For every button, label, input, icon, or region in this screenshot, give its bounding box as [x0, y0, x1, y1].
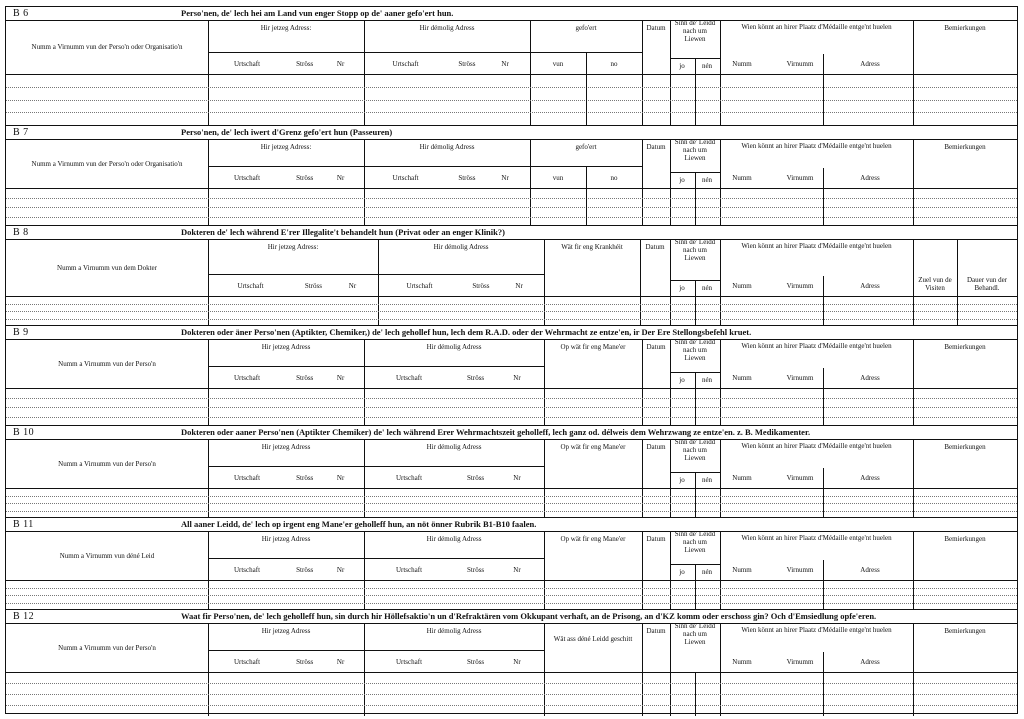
former-address-header: Hir démolig Adress [426, 343, 482, 351]
yes-no-divider [695, 58, 696, 125]
yes-header: jo [679, 568, 685, 576]
section-title: All aaner Leidd, de' lech op irgent eng Mane'er geholleff hun, an nöt önner Rubrik B1-B10 faalen. [181, 519, 537, 529]
column-divider [544, 623, 545, 716]
section-grid [6, 531, 1017, 609]
form-sheet [5, 6, 1018, 714]
dotted-entry-line [6, 100, 1017, 101]
subheader-line [208, 650, 364, 651]
dotted-entry-line [6, 694, 1017, 695]
street-header: Ströss [467, 374, 485, 382]
current-address-header: Hir jetzeg Adress [261, 535, 311, 543]
header-top-line [6, 20, 1017, 21]
no-header: nén [701, 476, 713, 484]
section-code: B 7 [13, 127, 29, 138]
dotted-entry-line [6, 511, 1017, 512]
header-bottom-line [6, 672, 1017, 673]
column-divider [208, 339, 209, 426]
name-column-header: Numm a Virnumm vun der Perso'n oder Organisatio'n [31, 43, 183, 51]
number-header: Nr [513, 658, 521, 666]
remarks-header: Bemierkungen [944, 24, 986, 32]
locality-header: Urtschaft [392, 174, 419, 182]
section-code: B 10 [13, 427, 35, 438]
subheader-line [364, 366, 544, 367]
name-column-header: Numm a Virnumm vun déné Leid [59, 551, 155, 560]
remarks-header: Bemierkungen [944, 535, 986, 543]
locality-header: Urtschaft [233, 374, 261, 382]
column-divider [364, 623, 365, 716]
header-bottom-line [6, 388, 1017, 389]
column-divider [544, 439, 545, 518]
firstname-header: Virnumm [786, 282, 814, 290]
column-divider [670, 139, 671, 226]
subheader-line [378, 274, 544, 275]
subheader-line [208, 558, 364, 559]
dotted-entry-line [6, 603, 1017, 604]
column-divider [208, 439, 209, 518]
dotted-entry-line [6, 503, 1017, 504]
column-divider [378, 239, 379, 326]
column-divider [640, 239, 641, 326]
to-header: no [610, 60, 618, 68]
locality-header: Urtschaft [395, 374, 423, 382]
firstname-header: Virnumm [786, 658, 814, 666]
address-header: Adress [860, 282, 880, 290]
number-header: Nr [513, 474, 521, 482]
column-divider [208, 139, 209, 226]
subheader-line [364, 166, 530, 167]
from-to-divider [586, 52, 587, 125]
column-divider [957, 239, 958, 326]
column-divider [642, 20, 643, 125]
number-header: Nr [513, 566, 521, 574]
locality-header: Urtschaft [406, 282, 433, 290]
address-header: Adress [860, 474, 880, 482]
surname-header: Numm [732, 174, 752, 182]
number-header: Nr [336, 474, 345, 482]
section-title: Dokteren oder aaner Perso'nen (Aptikter Chemiker) de' lech während Erer Wehrmachtszeit geholleff, lech ganz od. délweis dem Wehrzwang ze entze'en. z. B. Medikamenter. [181, 427, 811, 437]
header-bottom-line [6, 488, 1017, 489]
column-divider [364, 139, 365, 226]
section-code: B 9 [13, 327, 29, 338]
subheader-line [364, 52, 530, 53]
column-divider [364, 531, 365, 610]
section-title: Perso'nen, de' lech iwert d'Grenz gefo'ert hun (Passeuren) [181, 127, 393, 137]
column-divider [530, 139, 531, 226]
number-header: Nr [515, 282, 523, 290]
section-b10 [6, 425, 1017, 517]
still-alive-header: Sinn de' Leidd nach um Liewen [674, 138, 716, 162]
dotted-entry-line [6, 112, 1017, 113]
street-header: Ströss [296, 658, 314, 666]
dotted-entry-line [6, 87, 1017, 88]
street-header: Ströss [296, 566, 314, 574]
street-header: Ströss [467, 474, 485, 482]
street-header: Ströss [296, 60, 314, 68]
column-divider [913, 239, 914, 326]
date-header: Datum [646, 343, 666, 351]
locality-header: Urtschaft [395, 658, 423, 666]
header-top-line [6, 239, 1017, 240]
number-header: Nr [513, 374, 521, 382]
no-header: nén [701, 176, 713, 184]
visit-count-header: Zuel vun de Visiten [918, 276, 952, 292]
firstname-header: Virnumm [786, 474, 814, 482]
still-alive-header: Sinn de' Leidd nach um Liewen [674, 338, 716, 362]
locality-header: Urtschaft [395, 566, 423, 574]
locality-header: Urtschaft [233, 60, 261, 68]
address-header: Adress [860, 566, 880, 574]
section-grid [6, 239, 1017, 325]
medal-recipient-header: Wien könnt an hirer Plaatz d'Médaille entge'nt huelen [741, 23, 892, 31]
surname-header: Numm [732, 658, 752, 666]
locality-header: Urtschaft [237, 282, 264, 290]
column-divider [208, 623, 209, 716]
former-address-header: Hir démolig Adress [426, 627, 482, 635]
header-bottom-line [6, 74, 1017, 75]
section-code: B 11 [13, 519, 34, 530]
number-header: Nr [336, 174, 345, 182]
transported-header: gefo'ert [575, 143, 597, 151]
address-header: Adress [860, 60, 880, 68]
section-grid [6, 439, 1017, 517]
manner-header: Op wät fir eng Mane'er [560, 443, 626, 451]
date-header: Datum [646, 627, 666, 635]
dotted-entry-line [6, 588, 1017, 589]
column-divider [720, 531, 721, 610]
no-header: nén [701, 376, 713, 384]
name-column-header: Numm a Virnumm vun der Perso'n oder Organisatio'n [31, 159, 183, 168]
name-address-divider [823, 652, 824, 716]
name-address-divider [823, 276, 824, 326]
dotted-entry-line [6, 417, 1017, 418]
section-code: B 8 [13, 227, 29, 238]
surname-header: Numm [732, 60, 752, 68]
dotted-entry-line [6, 304, 1017, 305]
medal-recipient-header: Wien könnt an hirer Plaatz d'Médaille entge'nt huelen [741, 442, 892, 450]
number-header: Nr [348, 282, 357, 290]
column-divider [913, 439, 914, 518]
still-alive-header: Sinn de' Leidd nach um Liewen [674, 438, 716, 462]
medal-recipient-header: Wien könnt an hirer Plaatz d'Médaille entge'nt huelen [741, 142, 892, 150]
section-b8 [6, 225, 1017, 325]
column-divider [670, 239, 671, 326]
header-top-line [6, 439, 1017, 440]
section-b6 [6, 7, 1017, 125]
date-header: Datum [646, 24, 666, 32]
medal-recipient-header: Wien könnt an hirer Plaatz d'Médaille entge'nt huelen [741, 342, 892, 350]
street-header: Ströss [296, 174, 314, 182]
section-grid [6, 623, 1017, 715]
section-title: Waat fir Perso'nen, de' lech geholleff hun, sin durch hir Höllefsaktio'n un d'Refraktären vom Okkupant verhaft, an de Prisong, an d'KZ komm oder erschoss gin? Och d'Emsiedlung opfe'eren. [181, 611, 877, 621]
number-header: Nr [336, 658, 345, 666]
header-bottom-line [6, 188, 1017, 189]
column-divider [913, 623, 914, 716]
subheader-line [208, 166, 364, 167]
column-divider [364, 339, 365, 426]
dotted-entry-line [6, 311, 1017, 312]
yes-header: jo [679, 284, 685, 292]
date-header: Datum [646, 143, 666, 151]
still-alive-header: Sinn de' Leidd nach um Liewen [674, 19, 716, 43]
firstname-header: Virnumm [786, 566, 814, 574]
transported-header: gefo'ert [575, 24, 597, 32]
subheader-line [208, 366, 364, 367]
column-divider [208, 239, 209, 326]
subheader-line [364, 466, 544, 467]
street-header: Ströss [296, 474, 314, 482]
current-address-header: Hir jetzeg Adress [261, 343, 311, 351]
section-grid [6, 339, 1017, 425]
section-title: Dokteren oder äner Perso'nen (Aptikter, Chemiker,) de' lech gehollef hun, lech dem R.A.D. oder der Wehrmacht ze entze'en, ir Der Ere Stellongsbefehl kruet. [181, 327, 752, 337]
no-header: nén [701, 284, 713, 292]
yes-header: jo [679, 376, 685, 384]
name-address-divider [823, 368, 824, 426]
dotted-entry-line [6, 198, 1017, 199]
section-code: B 6 [13, 8, 29, 19]
surname-header: Numm [732, 282, 752, 290]
column-divider [208, 20, 209, 125]
dotted-entry-line [6, 595, 1017, 596]
remarks-header: Bemierkungen [944, 143, 986, 151]
column-divider [913, 339, 914, 426]
locality-header: Urtschaft [233, 658, 261, 666]
surname-header: Numm [732, 374, 752, 382]
subheader-line [364, 650, 544, 651]
still-alive-header: Sinn de' Leidd nach um Liewen [674, 622, 716, 646]
date-header: Datum [646, 443, 666, 451]
locality-header: Urtschaft [392, 60, 419, 68]
name-column-header: Numm a Virnumm vun der Perso'n [58, 459, 156, 468]
current-address-header: Hir jetzeg Adress: [260, 143, 312, 151]
section-title: Dokteren de' lech während E'rer Illegalite't behandelt hun (Privat oder an enger Klinik?) [181, 227, 505, 237]
former-address-header: Hir démolig Adress [433, 243, 489, 251]
still-alive-header: Sinn de' Leidd nach um Liewen [674, 530, 716, 554]
former-address-header: Hir démolig Adress [419, 24, 475, 32]
yes-no-divider [695, 372, 696, 426]
column-divider [642, 531, 643, 610]
column-divider [913, 531, 914, 610]
subheader-line [208, 52, 364, 53]
dotted-entry-line [6, 683, 1017, 684]
number-header: Nr [336, 566, 345, 574]
firstname-header: Virnumm [786, 374, 814, 382]
current-address-header: Hir jetzeg Adress [261, 443, 311, 451]
medal-recipient-header: Wien könnt an hirer Plaatz d'Médaille entge'nt huelen [741, 242, 892, 250]
section-b7 [6, 125, 1017, 225]
yes-no-divider [695, 472, 696, 518]
header-bottom-line [6, 580, 1017, 581]
column-divider [670, 20, 671, 125]
dotted-entry-line [6, 496, 1017, 497]
date-header: Datum [646, 535, 666, 543]
number-header: Nr [501, 174, 509, 182]
column-divider [720, 20, 721, 125]
street-header: Ströss [458, 60, 476, 68]
column-divider [913, 20, 914, 125]
header-top-line [6, 531, 1017, 532]
yes-no-divider [695, 172, 696, 226]
street-header: Ströss [458, 174, 476, 182]
yes-header: jo [679, 476, 685, 484]
section-b9 [6, 325, 1017, 425]
still-alive-header: Sinn de' Leidd nach um Liewen [674, 238, 716, 262]
address-header: Adress [860, 658, 880, 666]
name-column-header: Numm a Virnumm vun der Perso'n [58, 359, 156, 368]
column-divider [642, 339, 643, 426]
section-b12 [6, 609, 1017, 715]
to-header: no [610, 174, 618, 182]
surname-header: Numm [732, 474, 752, 482]
column-divider [364, 20, 365, 125]
number-header: Nr [501, 60, 509, 68]
current-address-header: Hir jetzeg Adress: [260, 24, 312, 32]
date-header: Datum [645, 243, 665, 251]
name-address-divider [823, 468, 824, 518]
yes-header: jo [679, 176, 685, 184]
former-address-header: Hir démolig Adress [419, 143, 475, 151]
column-divider [720, 139, 721, 226]
what-happened-header: Wät ass déné Leidd geschitt [553, 635, 633, 643]
former-address-header: Hir démolig Adress [426, 443, 482, 451]
from-header: vun [552, 174, 564, 182]
dotted-entry-line [6, 407, 1017, 408]
section-b11 [6, 517, 1017, 609]
yes-no-divider [695, 280, 696, 326]
section-code: B 12 [13, 611, 35, 622]
medal-recipient-header: Wien könnt an hirer Plaatz d'Médaille entge'nt huelen [741, 534, 892, 542]
from-to-divider [586, 166, 587, 226]
column-divider [642, 139, 643, 226]
column-divider [720, 239, 721, 326]
firstname-header: Virnumm [786, 60, 814, 68]
name-column-header: Numm a Virnumm vun der Perso'n [58, 643, 156, 652]
dotted-entry-line [6, 705, 1017, 706]
yes-no-divider [695, 564, 696, 610]
column-divider [208, 531, 209, 610]
locality-header: Urtschaft [233, 174, 261, 182]
column-divider [670, 531, 671, 610]
no-header: nén [701, 62, 713, 70]
dotted-entry-line [6, 217, 1017, 218]
address-header: Adress [860, 174, 880, 182]
remarks-header: Bemierkungen [944, 343, 986, 351]
manner-header: Op wät fir eng Mane'er [560, 343, 626, 351]
former-address-header: Hir démolig Adress [426, 535, 482, 543]
column-divider [670, 439, 671, 518]
subheader-line [364, 558, 544, 559]
name-column-header: Numm a Virnumm vun dem Dokter [57, 263, 157, 272]
column-divider [670, 339, 671, 426]
number-header: Nr [336, 374, 345, 382]
surname-header: Numm [732, 566, 752, 574]
header-top-line [6, 623, 1017, 624]
section-grid [6, 20, 1017, 125]
street-header: Ströss [467, 658, 485, 666]
subheader-line [208, 274, 378, 275]
name-address-divider [823, 560, 824, 610]
street-header: Ströss [472, 282, 490, 290]
column-divider [364, 439, 365, 518]
street-header: Ströss [304, 282, 322, 290]
column-divider [720, 339, 721, 426]
street-header: Ströss [467, 566, 485, 574]
header-bottom-line [6, 296, 1017, 297]
current-address-header: Hir jetzeg Adress [261, 627, 311, 635]
column-divider [642, 623, 643, 716]
dotted-entry-line [6, 207, 1017, 208]
yes-no-divider [695, 672, 696, 716]
address-header: Adress [860, 374, 880, 382]
current-address-header: Hir jetzeg Adress: [267, 243, 319, 251]
yes-header: jo [679, 62, 685, 70]
street-header: Ströss [296, 374, 314, 382]
number-header: Nr [336, 60, 345, 68]
column-divider [544, 339, 545, 426]
from-header: vun [552, 60, 564, 68]
remarks-header: Bemierkungen [944, 443, 986, 451]
section-title: Perso'nen, de' lech hei am Land vun enger Stopp op de' aaner gefo'ert hun. [181, 8, 454, 18]
locality-header: Urtschaft [233, 474, 261, 482]
medal-recipient-header: Wien könnt an hirer Plaatz d'Médaille entge'nt huelen [741, 626, 892, 634]
column-divider [544, 531, 545, 610]
manner-header: Op wät fir eng Mane'er [560, 535, 626, 543]
name-address-divider [823, 54, 824, 125]
treatment-duration-header: Dauer vun der Behandl. [966, 276, 1008, 292]
dotted-entry-line [6, 319, 1017, 320]
firstname-header: Virnumm [786, 174, 814, 182]
column-divider [642, 439, 643, 518]
column-divider [670, 623, 671, 716]
column-divider [544, 239, 545, 326]
column-divider [720, 439, 721, 518]
manner-header: Wät fir eng Krankhéit [561, 243, 623, 251]
column-divider [913, 139, 914, 226]
locality-header: Urtschaft [233, 566, 261, 574]
subheader-line [208, 466, 364, 467]
column-divider [720, 623, 721, 716]
name-address-divider [823, 168, 824, 226]
no-header: nén [701, 568, 713, 576]
header-top-line [6, 339, 1017, 340]
section-grid [6, 139, 1017, 225]
header-top-line [6, 139, 1017, 140]
locality-header: Urtschaft [395, 474, 423, 482]
column-divider [530, 20, 531, 125]
dotted-entry-line [6, 398, 1017, 399]
remarks-header: Bemierkungen [944, 627, 986, 635]
